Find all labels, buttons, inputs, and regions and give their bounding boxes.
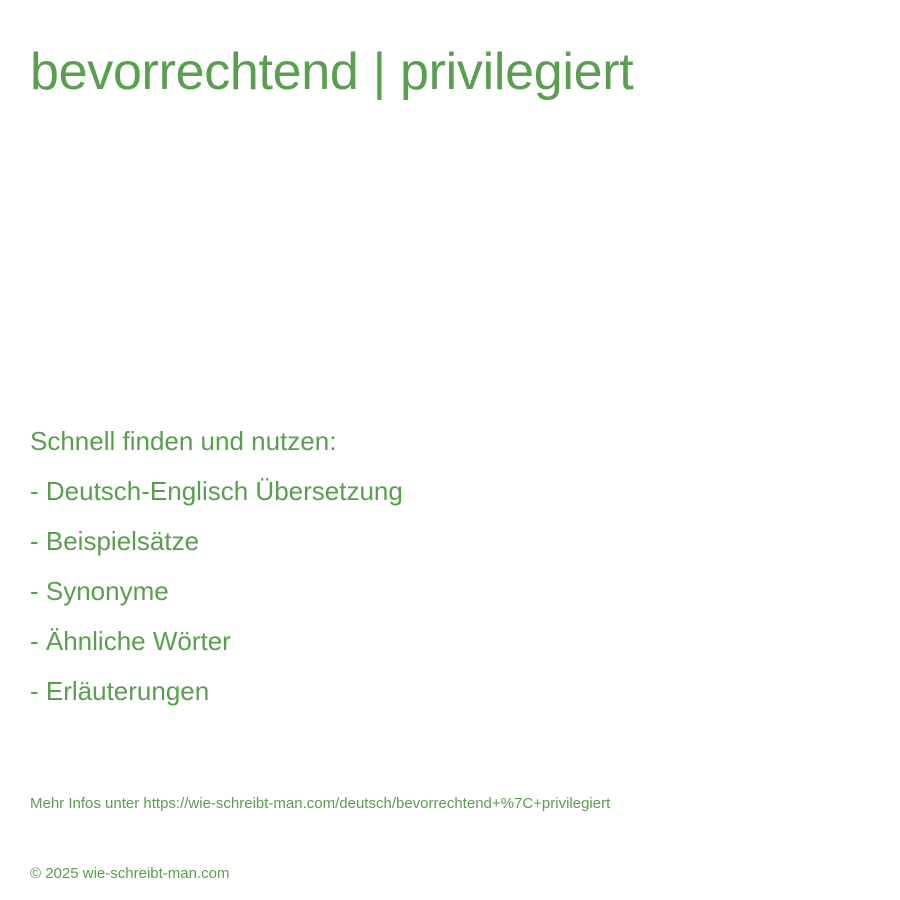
- feature-item-similar-words: - Ähnliche Wörter: [30, 626, 231, 656]
- feature-list-heading: Schnell finden und nutzen:: [30, 426, 337, 456]
- feature-list: [30, 416, 403, 716]
- feature-item-explanations: - Erläuterungen: [30, 676, 210, 706]
- feature-item-example-sentences: - Beispielsätze: [30, 526, 200, 556]
- feature-item-translation: - Deutsch-Englisch Übersetzung: [30, 476, 403, 506]
- page-title: bevorrechtend | privilegiert: [30, 43, 634, 101]
- copyright-notice: © 2025 wie-schreibt-man.com: [30, 865, 230, 882]
- more-info-text: Mehr Infos unter https://wie-schreibt-man.com/deutsch/bevorrechtend+%7C+privilegiert: [30, 795, 611, 812]
- feature-item-synonyms: - Synonyme: [30, 576, 169, 606]
